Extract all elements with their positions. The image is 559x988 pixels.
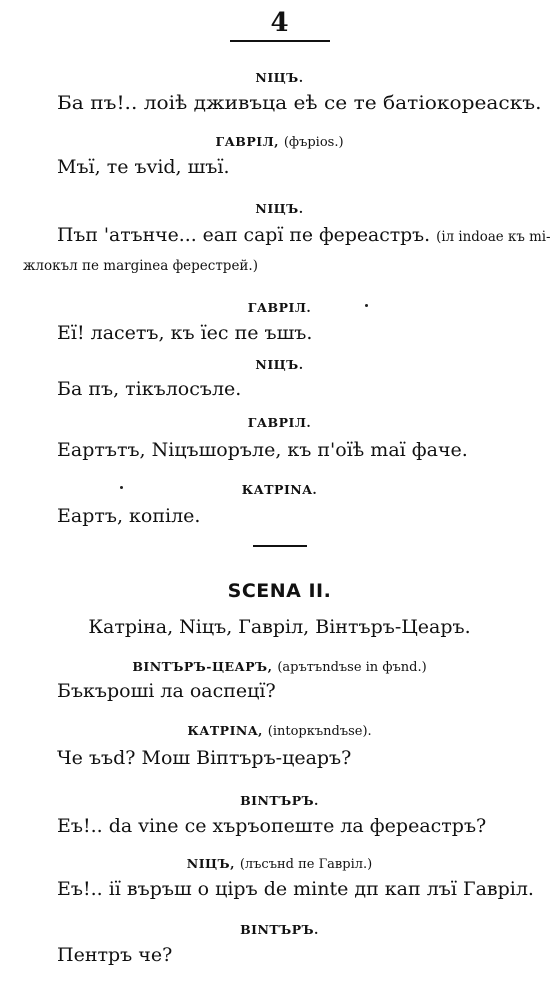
cast-list: Катріна, Nіцъ, Гаврiл, Bінтъръ-Цеаръ. — [88, 616, 471, 638]
dialogue-line: Еъ!.. ії въръш о цiръ de minte дп кап лъї Гаврiл. — [57, 878, 534, 900]
dialogue-line: Еартъ, копіле. — [57, 505, 201, 527]
ink-speck — [120, 486, 123, 489]
dialogue-line: Мъї, те ъvid, шъї. — [57, 156, 230, 178]
speaker-label: ВІNТЪРЪ. — [240, 793, 319, 808]
speaker-label — [0, 134, 559, 150]
dialogue-line: Еї! ласетъ, къ їес пе ъшъ. — [57, 322, 313, 344]
section-rule — [253, 545, 307, 547]
speaker-label — [0, 659, 559, 675]
stage-direction: (лъсънd пе Гаврiл.) — [239, 857, 373, 872]
speaker-name: NIЦЪ, — [186, 856, 235, 871]
dialogue-line: Еартътъ, Nіцъшоръле, къ п'оїѣ maї фаче. — [57, 439, 468, 461]
dialogue-line: Пентръ че? — [57, 944, 173, 966]
dialogue-line: Че ъъd? Мош Віптъръ-цеаръ? — [57, 747, 352, 769]
stage-direction: (фъріos.) — [283, 135, 344, 150]
dialogue-line: Ба пъ, тікълосъле. — [57, 378, 242, 400]
dialogue-line: Ба пъ!.. лоiѣ дживъца еѣ се те батiокореаскъ. — [57, 92, 542, 114]
ink-speck — [365, 304, 368, 307]
dialogue-line-continued: жлокъл пе marginea ферестрей.) — [23, 258, 258, 274]
speaker-name: ГАВРIЛ, — [215, 134, 279, 149]
dialogue-line: Бъкъроші ла оаспецї? — [57, 680, 276, 702]
speaker-label: КАТРINA. — [241, 482, 318, 497]
speaker-label — [0, 723, 559, 739]
header-rule — [230, 40, 330, 42]
stage-direction: (intopкъndъse). — [267, 724, 372, 739]
dialogue-line: Еъ!.. da vine се хъръопеште ла фереастръ? — [57, 815, 487, 837]
speaker-label — [0, 856, 559, 872]
speaker-name: BІNТЪРЪ-ЦЕАРЪ, — [132, 659, 273, 674]
speaker-label: NIЦЪ. — [255, 357, 304, 372]
dialogue-text: Пъп 'атънче... еап сарї пе фереастръ. — [57, 224, 431, 246]
speaker-label: NIЦЪ. — [255, 201, 304, 216]
page-number: 4 — [270, 8, 289, 38]
speaker-label: ГАВРIЛ. — [247, 300, 312, 315]
stage-direction: (арътъndъse in фъnd.) — [277, 660, 427, 675]
scene-heading: SCENA II. — [227, 580, 332, 602]
speaker-label: NIЦЪ. — [255, 70, 304, 85]
speaker-name: КАТРINA, — [187, 723, 263, 738]
dialogue-line — [57, 224, 551, 246]
speaker-label: ГАВРIЛ. — [247, 415, 312, 430]
speaker-label: ВІNТЪРЪ. — [240, 922, 319, 937]
stage-direction: (іл іndoae къ mi- — [436, 229, 551, 245]
